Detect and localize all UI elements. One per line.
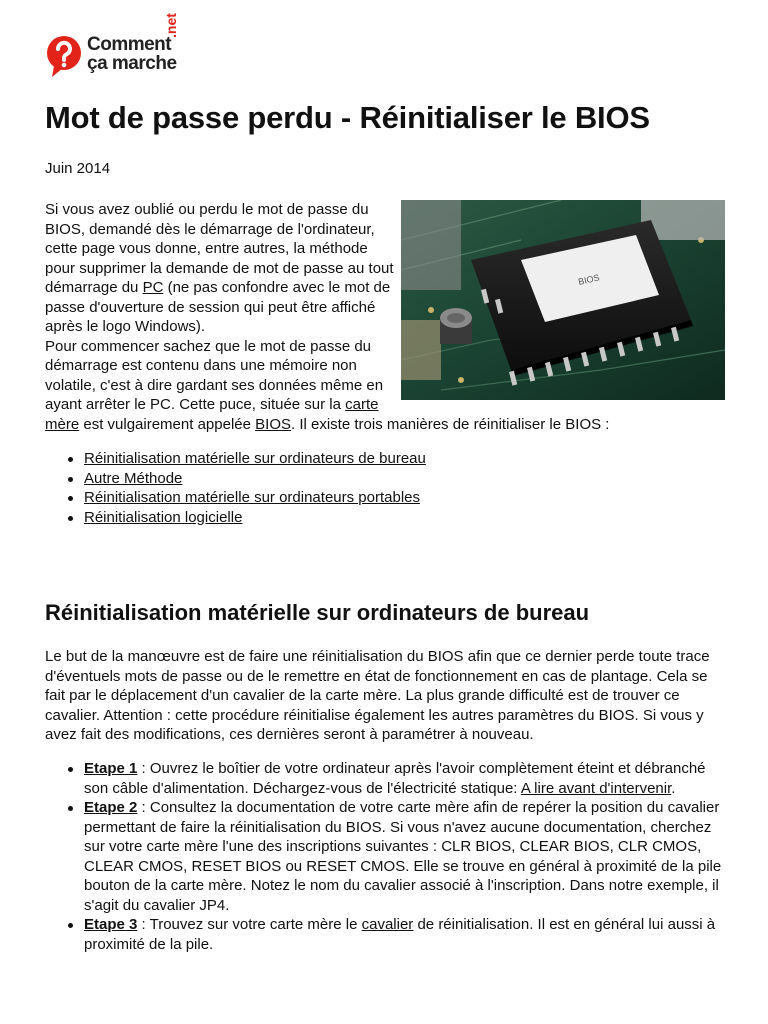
step-text: : Consultez la documentation de votre carte mère afin de repérer la position du cavalier permettant de faire la réinitialisation du BIOS. Si vous n'avez aucune documentation, cherchez sur votre carte mère l'une des inscriptions suivantes : CLR BIOS, CLEAR BIOS, CLR CMOS, CLEAR CMOS, RESET BIOS ou RESET CMOS. Elle se trouve en général à proximité de la pile bouton de la carte mère. Notez le nom du cavalier associé à l'inscription. Dans notre exemple, il s'agit du cavalier JP4. [84,799,722,914]
intro-p1-text-a: Si vous avez oublié ou perdu le mot de passe du BIOS, demandé dès le démarrage de l'ordinateur, cette page vous donne, entre autres, la méthode pour supprimer la demande de mot de passe au tout démarrage du [45,201,394,296]
step-text-end: de réinitialisation. Il est en général lui aussi à proximité de la pile. [84,916,716,953]
intro-p2-text-c: . Il existe trois manières de réinitialiser le BIOS : [291,415,610,433]
toc-item [84,449,426,469]
toc-item [84,469,426,489]
section-heading: Réinitialisation matérielle sur ordinateurs de bureau [45,600,590,625]
step-item [84,798,724,915]
intro-p2-text-a: Pour commencer sachez que le mot de passe du démarrage est contenu dans une mémoire non volatile, c'est à dire gardant ses données même en ayant arrêter le PC. Cette puce, située sur la [45,337,384,413]
toc-link-laptop-reset[interactable]: Réinitialisation matérielle sur ordinateurs portables [84,489,420,506]
step-item [84,759,724,798]
cavalier-link[interactable]: cavalier [361,916,414,933]
publication-date: Juin 2014 [45,160,111,177]
logo-tld: .net [163,13,179,38]
logo-text-line2: ça marche [87,53,177,74]
toc-link-other-method[interactable]: Autre Méthode [84,469,183,487]
pc-link[interactable]: PC [142,279,164,296]
section-paragraph: Le but de la manœuvre est de faire une réinitialisation du BIOS afin que ce dernier perde toute trace d'éventuels mots de passe ou de le remettre en état de fonctionnement en cas de plantage. Cela se fait par le déplacement d'un cavalier de la carte mère. La plus grande difficulté est de trouver ce cavalier. Attention : cette procédure réinitialise également les autres paramètres du BIOS. Si vous y avez fait des modifications, ces dernières seront à paramétrer à nouveau. [45,648,710,743]
question-bubble-icon [46,36,82,78]
site-logo[interactable] [46,13,216,78]
bios-link[interactable]: BIOS [255,415,291,433]
toc-link-desktop-reset[interactable]: Réinitialisation matérielle sur ordinateurs de bureau [84,450,426,467]
step-label: Etape 3 [84,916,138,933]
bios-chip-illustration [401,200,725,400]
table-of-contents [84,449,426,527]
toc-item [84,488,426,508]
toc-link-software-reset[interactable]: Réinitialisation logicielle [84,508,243,526]
step-item [84,915,724,954]
step-label: Etape 1 [84,760,138,777]
logo-text-line1: Comment [87,34,172,55]
toc-item [84,508,426,528]
step-label: Etape 2 [84,799,138,816]
page-title: Mot de passe perdu - Réinitialiser le BIOS [45,100,650,135]
carte-mere-link[interactable]: carte mère [45,396,379,433]
intro-p2-text-b: est vulgairement appelée [79,415,256,433]
chip-label: BIOS [577,272,601,287]
intro-p1-text-b: (ne pas confondre avec le mot de passe d'ouverture de session qui peut être affiché après le logo Windows). [45,279,391,335]
step-text: : Trouvez sur votre carte mère le [137,916,362,933]
intro-section [45,200,725,434]
steps-list [84,759,724,954]
bios-chip-photo [401,200,725,400]
step-text-end: . [671,779,676,797]
read-before-link[interactable]: A lire avant d'intervenir [520,779,672,797]
step-text: : Ouvrez le boîtier de votre ordinateur après l'avoir complètement éteint et débranché son câble d'alimentation. Déchargez-vous de l'électricité statique: [84,760,706,797]
